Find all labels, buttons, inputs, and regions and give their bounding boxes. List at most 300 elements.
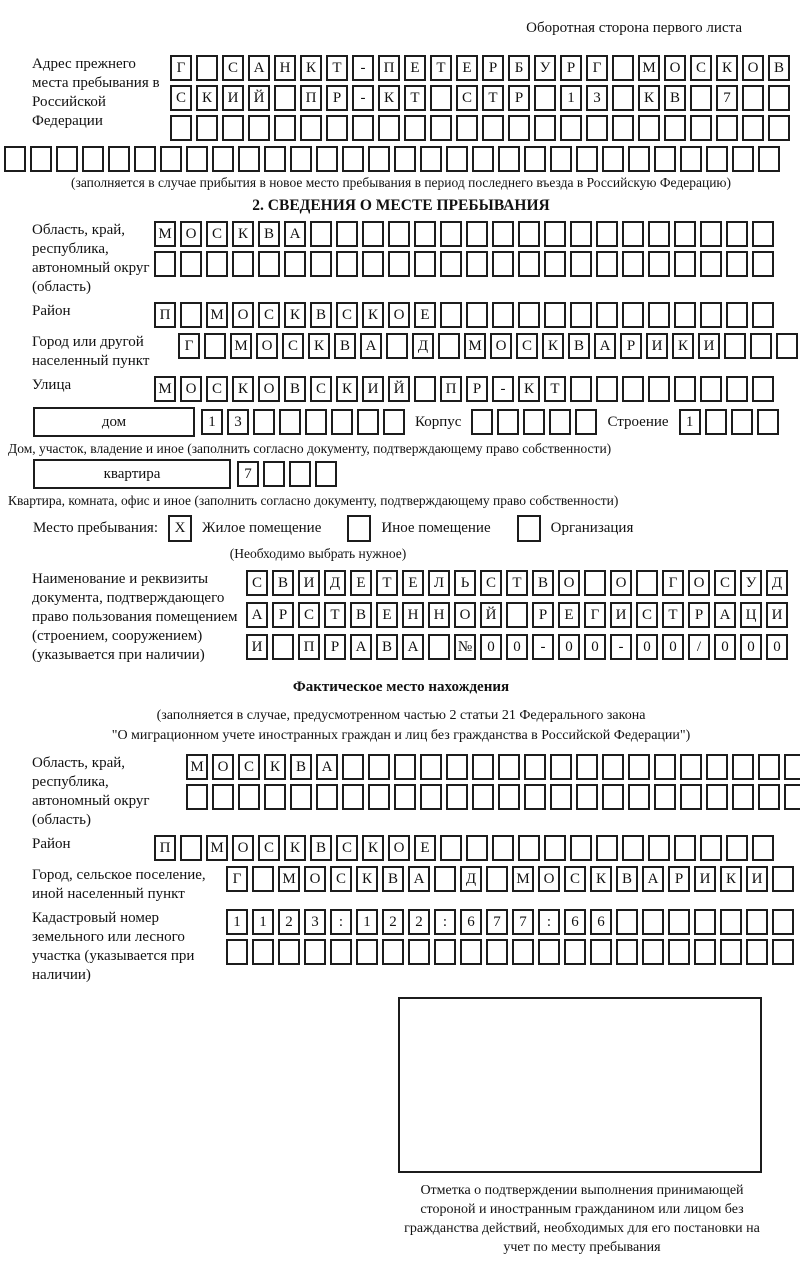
checkbox-residential[interactable]: X [168,515,192,542]
form-cell[interactable] [466,835,488,861]
form-cell[interactable] [726,376,748,402]
form-cell[interactable] [732,784,754,810]
form-cell[interactable]: Р [482,55,504,81]
form-cell[interactable]: 0 [506,634,528,660]
form-cell[interactable]: - [610,634,632,660]
form-cell[interactable]: Р [620,333,642,359]
form-cell[interactable]: Й [480,602,502,628]
form-cell[interactable]: М [278,866,300,892]
form-cell[interactable]: В [568,333,590,359]
form-cell[interactable] [440,221,462,247]
form-cell[interactable] [518,251,540,277]
form-cell[interactable] [186,784,208,810]
form-cell[interactable]: 3 [227,409,249,435]
form-cell[interactable] [726,221,748,247]
form-cell[interactable]: Ц [740,602,762,628]
form-cell[interactable]: 0 [584,634,606,660]
form-cell[interactable] [4,146,26,172]
form-cell[interactable]: К [300,55,322,81]
form-cell[interactable]: К [638,85,660,111]
form-cell[interactable]: : [538,909,560,935]
form-cell[interactable] [570,835,592,861]
form-cell[interactable] [471,409,493,435]
form-cell[interactable]: Л [428,570,450,596]
form-cell[interactable] [628,146,650,172]
form-cell[interactable]: С [222,55,244,81]
form-cell[interactable]: О [610,570,632,596]
form-cell[interactable] [331,409,353,435]
form-cell[interactable] [284,251,306,277]
form-cell[interactable] [258,251,280,277]
form-cell[interactable] [570,251,592,277]
form-cell[interactable] [746,939,768,965]
form-cell[interactable]: С [336,835,358,861]
form-cell[interactable]: Д [460,866,482,892]
form-cell[interactable]: Н [428,602,450,628]
form-cell[interactable] [466,302,488,328]
form-cell[interactable] [264,784,286,810]
form-cell[interactable]: Т [430,55,452,81]
form-cell[interactable]: К [336,376,358,402]
form-cell[interactable] [498,754,520,780]
form-cell[interactable]: Е [402,570,424,596]
form-cell[interactable]: Р [688,602,710,628]
form-cell[interactable] [238,146,260,172]
form-cell[interactable] [664,115,686,141]
form-cell[interactable]: С [714,570,736,596]
form-cell[interactable] [694,909,716,935]
form-cell[interactable] [700,221,722,247]
form-cell[interactable]: № [454,634,476,660]
form-cell[interactable]: Т [326,55,348,81]
form-cell[interactable]: М [186,754,208,780]
form-cell[interactable]: Й [388,376,410,402]
form-cell[interactable]: 1 [201,409,223,435]
form-cell[interactable] [596,376,618,402]
form-cell[interactable]: Б [508,55,530,81]
form-cell[interactable] [316,784,338,810]
form-cell[interactable] [731,409,753,435]
form-cell[interactable] [560,115,582,141]
form-cell[interactable]: 6 [590,909,612,935]
form-cell[interactable]: А [402,634,424,660]
form-cell[interactable]: Г [586,55,608,81]
form-cell[interactable]: К [716,55,738,81]
form-cell[interactable] [576,146,598,172]
form-cell[interactable]: С [310,376,332,402]
form-cell[interactable]: А [350,634,372,660]
form-cell[interactable] [82,146,104,172]
house-type-box[interactable]: дом [33,407,195,437]
form-cell[interactable] [180,302,202,328]
form-cell[interactable]: А [642,866,664,892]
form-cell[interactable]: К [232,221,254,247]
form-cell[interactable] [752,376,774,402]
form-cell[interactable] [362,251,384,277]
form-cell[interactable] [290,784,312,810]
form-cell[interactable] [212,146,234,172]
form-cell[interactable]: О [454,602,476,628]
form-cell[interactable]: В [290,754,312,780]
form-cell[interactable] [492,302,514,328]
form-cell[interactable]: В [532,570,554,596]
form-cell[interactable] [160,146,182,172]
form-cell[interactable] [446,146,468,172]
form-cell[interactable]: К [264,754,286,780]
form-cell[interactable] [690,115,712,141]
form-cell[interactable] [326,115,348,141]
form-cell[interactable]: С [336,302,358,328]
form-cell[interactable] [492,835,514,861]
form-cell[interactable]: О [490,333,512,359]
form-cell[interactable]: Н [274,55,296,81]
form-cell[interactable]: В [284,376,306,402]
form-cell[interactable]: К [378,85,400,111]
form-cell[interactable] [279,409,301,435]
form-cell[interactable]: В [616,866,638,892]
form-cell[interactable] [654,146,676,172]
form-cell[interactable] [272,634,294,660]
form-cell[interactable] [316,146,338,172]
form-cell[interactable]: Т [662,602,684,628]
form-cell[interactable] [352,115,374,141]
form-cell[interactable]: К [672,333,694,359]
form-cell[interactable] [746,909,768,935]
form-cell[interactable]: У [740,570,762,596]
form-cell[interactable] [440,835,462,861]
form-cell[interactable] [460,939,482,965]
form-cell[interactable]: П [300,85,322,111]
form-cell[interactable] [674,251,696,277]
form-cell[interactable] [544,835,566,861]
form-cell[interactable]: П [378,55,400,81]
form-cell[interactable] [263,461,285,487]
form-cell[interactable] [622,376,644,402]
form-cell[interactable] [498,784,520,810]
form-cell[interactable] [680,754,702,780]
form-cell[interactable] [550,754,572,780]
form-cell[interactable]: 0 [766,634,788,660]
form-cell[interactable]: Е [350,570,372,596]
form-cell[interactable] [170,115,192,141]
form-cell[interactable]: О [232,835,254,861]
form-cell[interactable]: О [742,55,764,81]
form-cell[interactable] [596,221,618,247]
form-cell[interactable]: О [538,866,560,892]
form-cell[interactable]: К [362,302,384,328]
form-cell[interactable] [420,146,442,172]
form-cell[interactable] [784,754,800,780]
form-cell[interactable]: Р [668,866,690,892]
form-cell[interactable] [612,55,634,81]
form-cell[interactable] [315,461,337,487]
form-cell[interactable] [134,146,156,172]
form-cell[interactable] [616,909,638,935]
form-cell[interactable]: К [362,835,384,861]
form-cell[interactable] [310,251,332,277]
form-cell[interactable] [362,221,384,247]
form-cell[interactable]: А [316,754,338,780]
form-cell[interactable] [622,302,644,328]
form-cell[interactable] [278,939,300,965]
form-cell[interactable] [596,251,618,277]
form-cell[interactable] [388,251,410,277]
form-cell[interactable] [772,909,794,935]
form-cell[interactable]: В [310,302,332,328]
form-cell[interactable] [186,146,208,172]
form-cell[interactable] [486,939,508,965]
form-cell[interactable]: 0 [480,634,502,660]
form-cell[interactable]: 0 [558,634,580,660]
form-cell[interactable] [758,146,780,172]
form-cell[interactable] [154,251,176,277]
form-cell[interactable] [694,939,716,965]
form-cell[interactable] [720,939,742,965]
form-cell[interactable]: П [154,302,176,328]
form-cell[interactable]: К [356,866,378,892]
form-cell[interactable] [56,146,78,172]
form-cell[interactable]: О [232,302,254,328]
form-cell[interactable]: В [258,221,280,247]
form-cell[interactable] [705,409,727,435]
form-cell[interactable]: М [206,302,228,328]
form-cell[interactable] [356,939,378,965]
form-cell[interactable] [674,835,696,861]
form-cell[interactable] [576,754,598,780]
form-cell[interactable]: Р [326,85,348,111]
form-cell[interactable]: В [664,85,686,111]
form-cell[interactable] [602,784,624,810]
form-cell[interactable] [726,835,748,861]
form-cell[interactable]: А [284,221,306,247]
form-cell[interactable]: И [698,333,720,359]
form-cell[interactable] [642,939,664,965]
form-cell[interactable] [680,146,702,172]
form-cell[interactable] [534,85,556,111]
form-cell[interactable] [438,333,460,359]
form-cell[interactable] [252,939,274,965]
form-cell[interactable]: 7 [512,909,534,935]
form-cell[interactable]: 2 [382,909,404,935]
form-cell[interactable]: 0 [662,634,684,660]
form-cell[interactable] [732,754,754,780]
form-cell[interactable] [232,251,254,277]
form-cell[interactable] [290,146,312,172]
form-cell[interactable] [596,302,618,328]
form-cell[interactable] [576,784,598,810]
form-cell[interactable] [700,835,722,861]
form-cell[interactable]: О [388,302,410,328]
form-cell[interactable]: С [456,85,478,111]
form-cell[interactable] [758,754,780,780]
form-cell[interactable]: В [382,866,404,892]
form-cell[interactable] [674,376,696,402]
form-cell[interactable] [492,251,514,277]
form-cell[interactable] [628,784,650,810]
form-cell[interactable] [446,754,468,780]
form-cell[interactable]: / [688,634,710,660]
form-cell[interactable] [274,115,296,141]
form-cell[interactable]: Т [506,570,528,596]
form-cell[interactable] [196,55,218,81]
form-cell[interactable] [622,251,644,277]
form-cell[interactable]: В [768,55,790,81]
form-cell[interactable] [253,409,275,435]
form-cell[interactable] [506,602,528,628]
form-cell[interactable]: Д [324,570,346,596]
form-cell[interactable] [544,302,566,328]
form-cell[interactable]: 2 [408,909,430,935]
form-cell[interactable]: Ь [454,570,476,596]
form-cell[interactable]: Р [324,634,346,660]
form-cell[interactable]: Е [558,602,580,628]
form-cell[interactable] [180,251,202,277]
form-cell[interactable]: М [154,221,176,247]
form-cell[interactable]: С [246,570,268,596]
form-cell[interactable]: 6 [460,909,482,935]
form-cell[interactable] [342,146,364,172]
form-cell[interactable] [668,939,690,965]
form-cell[interactable]: О [558,570,580,596]
form-cell[interactable] [30,146,52,172]
form-cell[interactable] [784,784,800,810]
form-cell[interactable] [342,784,364,810]
form-cell[interactable]: О [258,376,280,402]
form-cell[interactable]: В [350,602,372,628]
form-cell[interactable] [706,784,728,810]
form-cell[interactable] [238,784,260,810]
form-cell[interactable] [638,115,660,141]
form-cell[interactable] [472,784,494,810]
form-cell[interactable]: С [258,835,280,861]
form-cell[interactable]: А [360,333,382,359]
form-cell[interactable] [428,634,450,660]
form-cell[interactable]: М [464,333,486,359]
form-cell[interactable]: С [330,866,352,892]
form-cell[interactable]: И [694,866,716,892]
form-cell[interactable]: Г [226,866,248,892]
form-cell[interactable]: 1 [356,909,378,935]
form-cell[interactable] [482,115,504,141]
form-cell[interactable]: С [480,570,502,596]
form-cell[interactable] [549,409,571,435]
form-cell[interactable]: 6 [564,909,586,935]
form-cell[interactable]: А [594,333,616,359]
form-cell[interactable] [466,221,488,247]
form-cell[interactable]: Е [414,835,436,861]
form-cell[interactable] [248,115,270,141]
form-cell[interactable]: К [542,333,564,359]
form-cell[interactable] [368,146,390,172]
form-cell[interactable]: И [610,602,632,628]
form-cell[interactable]: Г [662,570,684,596]
form-cell[interactable] [212,784,234,810]
form-cell[interactable] [180,835,202,861]
form-cell[interactable] [408,939,430,965]
form-cell[interactable] [622,221,644,247]
form-cell[interactable] [564,939,586,965]
form-cell[interactable] [336,221,358,247]
form-cell[interactable]: А [246,602,268,628]
form-cell[interactable]: 3 [304,909,326,935]
form-cell[interactable] [544,221,566,247]
form-cell[interactable]: О [180,376,202,402]
form-cell[interactable] [700,302,722,328]
form-cell[interactable]: 7 [716,85,738,111]
form-cell[interactable] [466,251,488,277]
form-cell[interactable] [430,115,452,141]
checkbox-other-premises[interactable] [347,515,371,542]
form-cell[interactable]: К [518,376,540,402]
form-cell[interactable] [706,146,728,172]
form-cell[interactable] [508,115,530,141]
form-cell[interactable]: М [638,55,660,81]
form-cell[interactable] [420,784,442,810]
form-cell[interactable] [716,115,738,141]
form-cell[interactable]: С [564,866,586,892]
form-cell[interactable] [310,221,332,247]
form-cell[interactable] [492,221,514,247]
form-cell[interactable] [575,409,597,435]
form-cell[interactable] [446,784,468,810]
form-cell[interactable] [357,409,379,435]
form-cell[interactable] [757,409,779,435]
form-cell[interactable]: Г [584,602,606,628]
checkbox-organization[interactable] [517,515,541,542]
form-cell[interactable]: Е [404,55,426,81]
form-cell[interactable] [430,85,452,111]
form-cell[interactable]: С [238,754,260,780]
form-cell[interactable]: К [284,835,306,861]
form-cell[interactable] [752,835,774,861]
form-cell[interactable]: С [298,602,320,628]
form-cell[interactable] [222,115,244,141]
form-cell[interactable]: Д [766,570,788,596]
form-cell[interactable] [586,115,608,141]
form-cell[interactable] [414,376,436,402]
form-cell[interactable] [752,221,774,247]
form-cell[interactable] [524,754,546,780]
form-cell[interactable] [394,754,416,780]
form-cell[interactable] [612,85,634,111]
form-cell[interactable] [472,754,494,780]
form-cell[interactable]: А [408,866,430,892]
form-cell[interactable] [674,302,696,328]
form-cell[interactable]: О [664,55,686,81]
form-cell[interactable] [772,939,794,965]
form-cell[interactable] [726,251,748,277]
form-cell[interactable] [538,939,560,965]
form-cell[interactable] [752,302,774,328]
form-cell[interactable] [108,146,130,172]
form-cell[interactable]: К [232,376,254,402]
form-cell[interactable]: К [720,866,742,892]
form-cell[interactable] [772,866,794,892]
form-cell[interactable]: П [298,634,320,660]
form-cell[interactable]: И [646,333,668,359]
form-cell[interactable]: Е [456,55,478,81]
form-cell[interactable] [750,333,772,359]
form-cell[interactable] [524,784,546,810]
form-cell[interactable] [264,146,286,172]
form-cell[interactable] [648,302,670,328]
form-cell[interactable]: Р [532,602,554,628]
form-cell[interactable] [570,221,592,247]
form-cell[interactable] [289,461,311,487]
form-cell[interactable] [440,302,462,328]
form-cell[interactable]: С [206,376,228,402]
form-cell[interactable]: С [516,333,538,359]
